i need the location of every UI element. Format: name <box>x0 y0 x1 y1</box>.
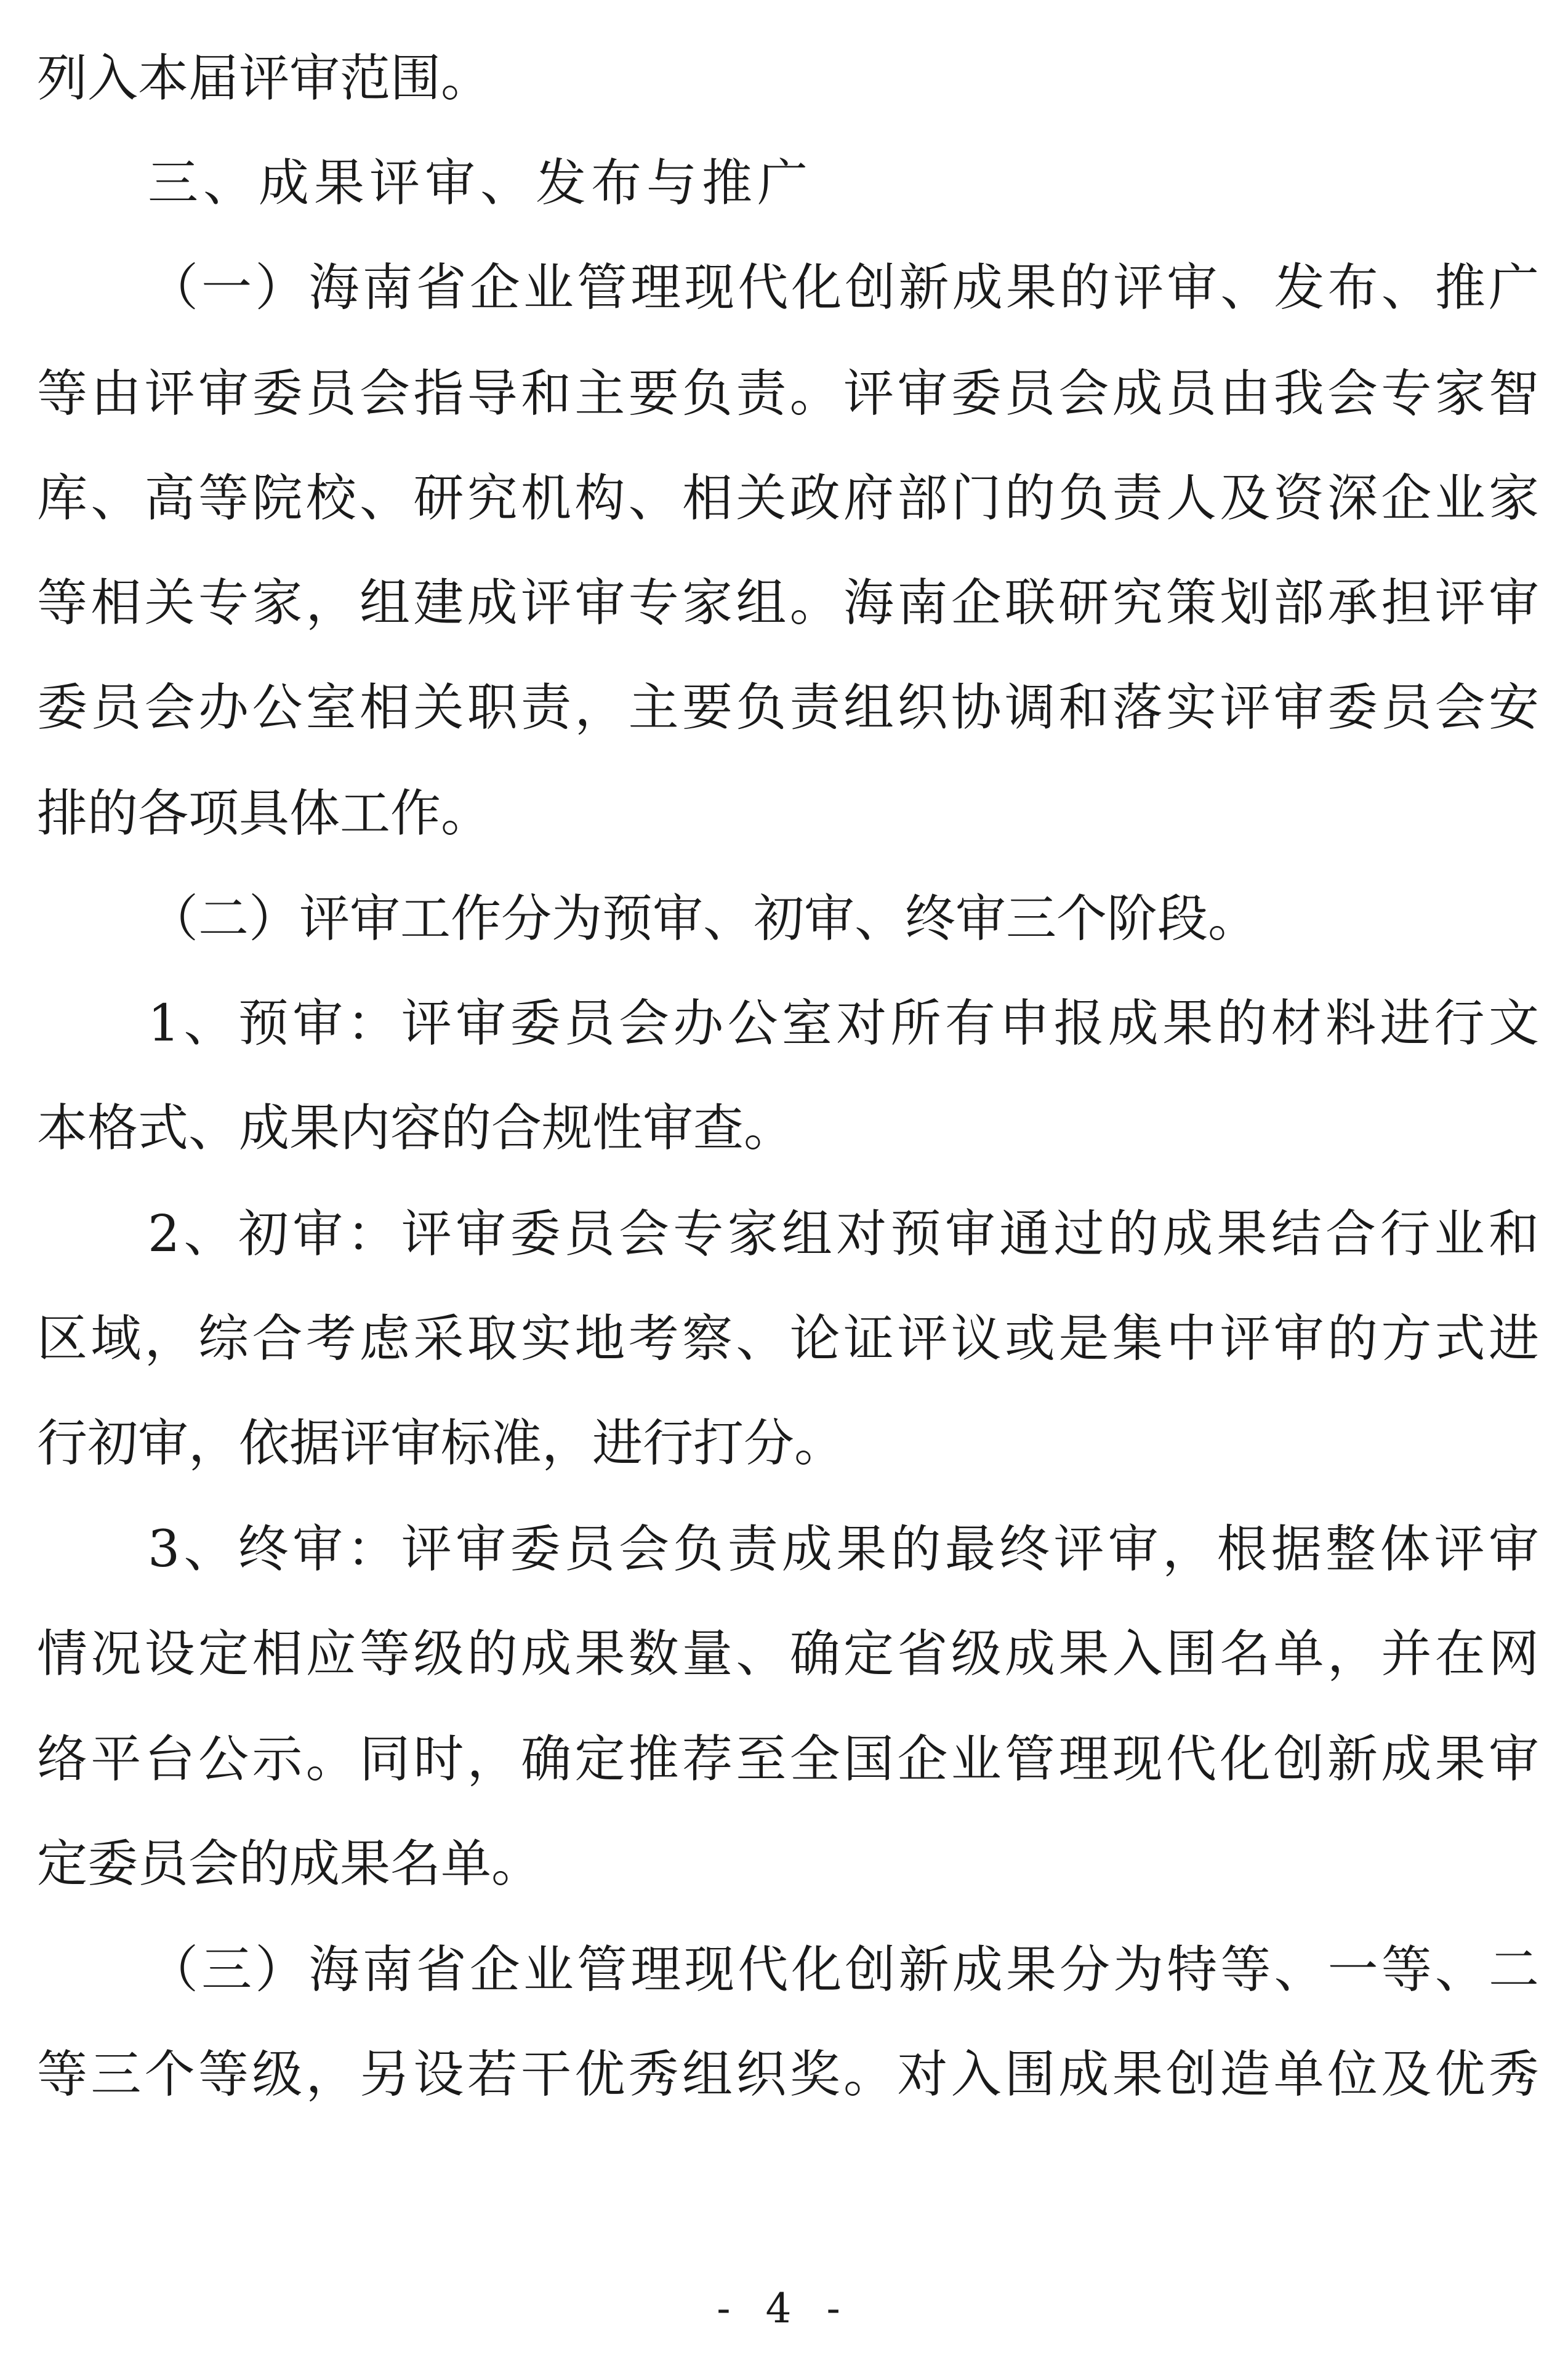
paragraph-line: （三）海南省企业管理现代化创新成果分为特等、一等、二 <box>148 1941 1539 1999</box>
paragraph-line: 情况设定相应等级的成果数量、确定省级成果入围名单，并在网 <box>37 1625 1539 1683</box>
page-number: - 4 - <box>717 2285 851 2332</box>
paragraph-line: 络平台公示。同时，确定推荐至全国企业管理现代化创新成果审 <box>37 1730 1539 1789</box>
paragraph-line: 行初审，依据评审标准，进行打分。 <box>37 1414 845 1473</box>
section-heading: 三、成果评审、发布与推广 <box>148 154 813 212</box>
paragraph-line: 本格式、成果内容的合规性审查。 <box>37 1099 795 1157</box>
paragraph-line: 1、预审：评审委员会办公室对所有申报成果的材料进行文 <box>148 994 1539 1053</box>
paragraph-line: 等相关专家，组建成评审专家组。海南企联研究策划部承担评审 <box>37 574 1539 632</box>
paragraph-line: 区域，综合考虑采取实地考察、论证评议或是集中评审的方式进 <box>37 1310 1539 1368</box>
paragraph-line: 库、高等院校、研究机构、相关政府部门的负责人及资深企业家 <box>37 469 1539 528</box>
paragraph-line: 2、初审：评审委员会专家组对预审通过的成果结合行业和 <box>148 1205 1539 1263</box>
paragraph-line: （二）评审工作分为预审、初审、终审三个阶段。 <box>148 890 1259 948</box>
paragraph-line: 3、终审：评审委员会负责成果的最终评审，根据整体评审 <box>148 1520 1539 1579</box>
paragraph-line: 等由评审委员会指导和主要负责。评审委员会成员由我会专家智 <box>37 364 1539 423</box>
paragraph-line: 定委员会的成果名单。 <box>37 1835 542 1893</box>
paragraph-line: （一）海南省企业管理现代化创新成果的评审、发布、推广 <box>148 259 1539 317</box>
paragraph-line: 排的各项具体工作。 <box>37 784 492 843</box>
paragraph-line: 等三个等级，另设若干优秀组织奖。对入围成果创造单位及优秀 <box>37 2045 1539 2104</box>
paragraph-line: 列入本届评审范围。 <box>37 49 492 108</box>
paragraph-line: 委员会办公室相关职责，主要负责组织协调和落实评审委员会安 <box>37 678 1539 737</box>
